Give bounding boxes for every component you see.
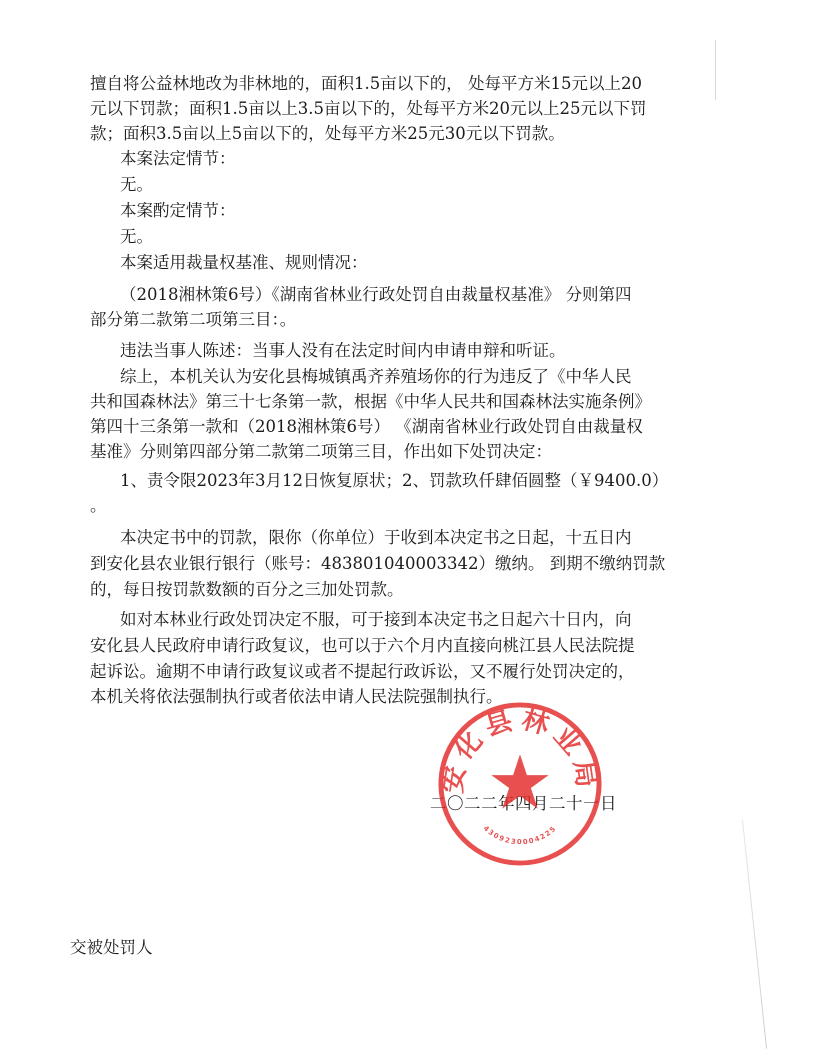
body-line: 本决定书中的罚款，限你（你单位）于收到本决定书之日起，十五日内 [120, 528, 632, 547]
body-line: 到安化县农业银行银行（账号：483801040003342）缴纳。 到期不缴纳罚款 [90, 554, 666, 573]
scan-artifact [715, 40, 716, 100]
body-line: 无。 [120, 227, 153, 246]
seal-text: 安化县林业局 [437, 703, 603, 796]
document-date: 二〇二二年四月二十一日 [430, 794, 617, 813]
body-line: （2018湘林策6号）《湖南省林业行政处罚自由裁量权基准》 分则第四 [120, 285, 632, 304]
statement-line: 违法当事人陈述：当事人没有在法定时间内申请申辩和听证。 [120, 341, 566, 360]
body-line: 无。 [120, 175, 153, 194]
body-line: 元以下罚款；面积1.5亩以上3.5亩以下的，处每平方米20元以上25元以下罚 [90, 99, 647, 118]
heading-applicable-standards: 本案适用裁量权基准、规则情况： [120, 253, 368, 272]
footer-recipient-label: 交被处罚人 [70, 938, 153, 957]
decision-line: 1、责令限2023年3月12日恢复原状；2、罚款玖仟肆佰圆整（￥9400.0） [120, 471, 669, 490]
body-line: 本机关将依法强制执行或者依法申请人民法院强制执行。 [90, 687, 503, 706]
heading-discretionary-circumstances: 本案酌定情节： [120, 201, 236, 220]
heading-legal-circumstances: 本案法定情节： [120, 149, 236, 168]
body-line: 第四十三条第一款和（2018湘林策6号） 《湖南省林业行政处罚自由裁量权 [90, 417, 643, 436]
svg-text:4309230004225 [482, 824, 559, 846]
body-line: 的，每日按罚款数额的百分之三加处罚款。 [90, 580, 404, 599]
body-line: 综上，本机关认为安化县梅城镇禹齐养殖场你的行为违反了《中华人民 [120, 367, 632, 386]
seal-serial: 4309230004225 [481, 824, 559, 847]
official-seal-icon [436, 700, 604, 868]
body-line: 部分第二款第二项第三目：。 [90, 310, 297, 329]
body-line: 共和国森林法》第三十七条第一款，根据《中华人民共和国森林法实施条例》 [90, 392, 651, 411]
body-line: 安化县人民政府申请行政复议，也可以于六个月内直接向桃江县人民法院提 [90, 636, 635, 655]
body-line: 起诉讼。逾期不申请行政复议或者不提起行政诉讼，又不履行处罚决定的， [90, 662, 635, 681]
body-line: 款；面积3.5亩以上5亩以下的，处每平方米25元30元以下罚款。 [90, 124, 565, 143]
scan-artifact [742, 820, 767, 1049]
body-line: 如对本林业行政处罚决定不服，可于接到本决定书之日起六十日内，向 [120, 610, 632, 629]
body-line: 。 [90, 496, 107, 515]
body-line: 基准》分则第四部分第二款第二项第三目，作出如下处罚决定： [90, 442, 552, 461]
body-line: 擅自将公益林地改为非林地的，面积1.5亩以下的， 处每平方米15元以上20 [90, 74, 642, 93]
